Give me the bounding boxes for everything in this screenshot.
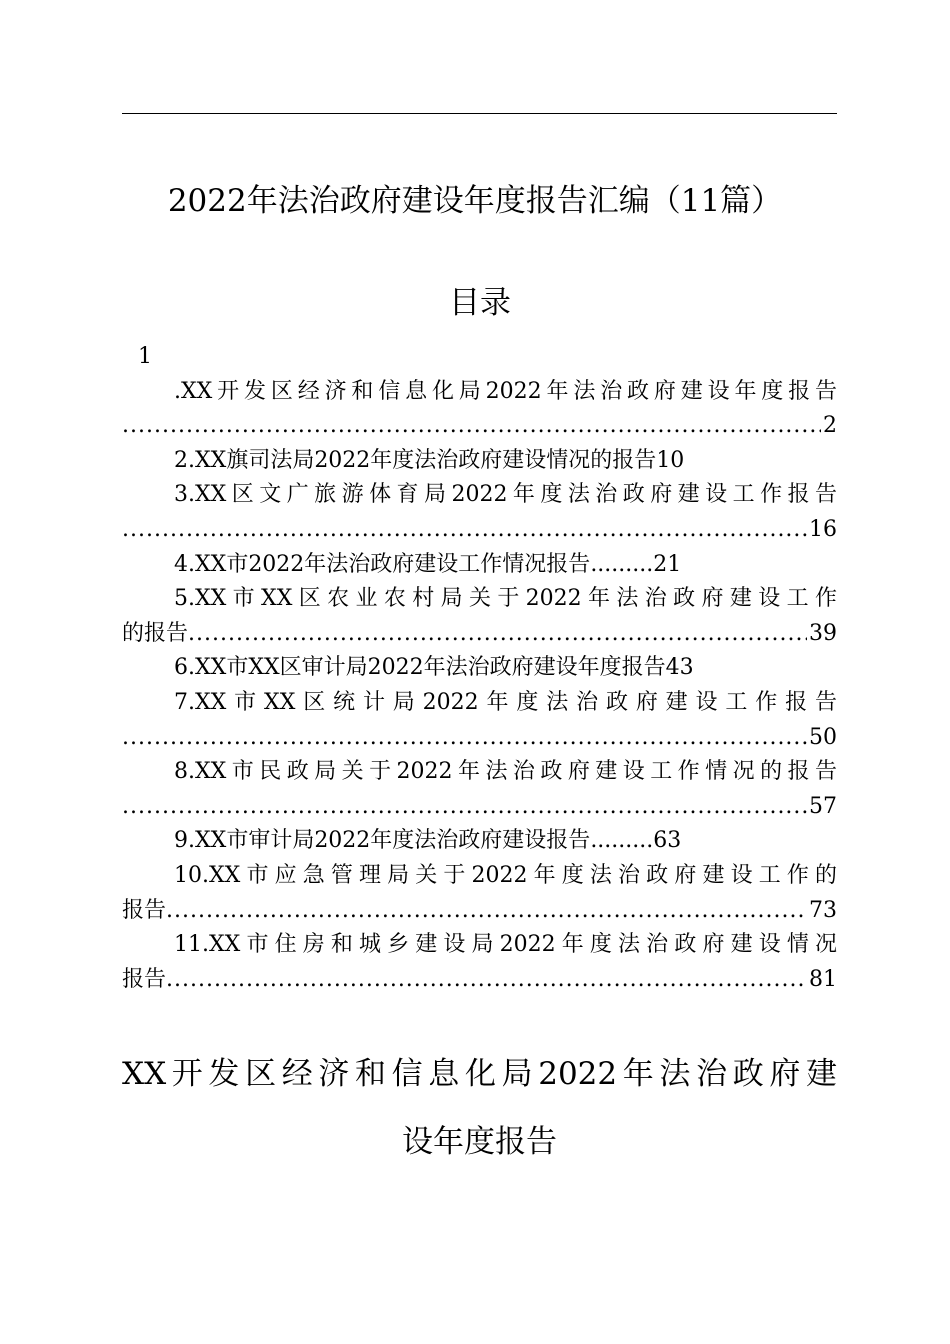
toc-entry-line: 7.XX市XX区统计局2022年度法治政府建设工作报告 [174, 689, 837, 715]
toc-page-number: 16 [809, 516, 837, 542]
toc-entry-line: .XX开发区经济和信息化局2022年法治政府建设年度报告 [174, 378, 837, 404]
toc-entry-line [122, 340, 837, 375]
section-title [122, 1040, 837, 1176]
toc-entry-line [122, 894, 837, 929]
toc-entry-number: 1 [138, 344, 152, 369]
toc-page-number: 50 [809, 724, 837, 750]
toc-entry-text: 报告 [122, 966, 167, 992]
toc-entry-text: 9.XX市审计局2022年度法治政府建设报告 [174, 828, 591, 854]
toc-page-number: 57 [809, 793, 837, 819]
toc-entry-line [122, 617, 837, 652]
toc-entry-text: 6.XX市XX区审计局2022年法治政府建设年度报告 [174, 655, 666, 681]
toc-entry-line: 10.XX市应急管理局关于2022年度法治政府建设工作的 [174, 862, 837, 888]
toc-entry-text: 2.XX旗司法局2022年度法治政府建设情况的报告 [174, 447, 657, 473]
toc-entry-line [122, 651, 837, 686]
toc-entry-line: 5.XX市XX区农业农村局关于2022年法治政府建设工作 [174, 586, 837, 612]
toc-page-number: 2 [823, 413, 837, 439]
toc-entry-text: 的报告 [122, 620, 189, 646]
header-rule [122, 113, 837, 114]
toc-leader-dots [188, 617, 807, 652]
toc-entry-line [122, 548, 837, 583]
toc-leader-dots [166, 894, 807, 929]
toc-leader-dots [122, 513, 807, 548]
toc-heading: 目录 [449, 285, 511, 321]
toc-entry-line [122, 721, 837, 756]
toc-entry-line: 8.XX市民政局关于2022年法治政府建设工作情况的报告 [174, 759, 837, 785]
toc-leader-dots [122, 409, 821, 444]
section-title-line-2: 设年度报告 [402, 1124, 557, 1160]
toc-page-number: 73 [809, 897, 837, 923]
toc-page-number: 21 [653, 551, 682, 577]
toc-page-number: 63 [653, 828, 682, 854]
toc-entry-line [122, 963, 837, 998]
section-title-line-1: XX开发区经济和信息化局2022年法治政府建 [122, 1056, 837, 1092]
toc-leader-dots [122, 721, 807, 756]
toc-entry-line [122, 513, 837, 548]
toc-leader-dots: ......... [590, 551, 654, 577]
toc-page-number: 81 [809, 966, 837, 992]
toc-page-number: 39 [809, 620, 837, 646]
toc-entry-line [122, 444, 837, 479]
document-title: 2022年法治政府建设年度报告汇编（11篇） [167, 183, 783, 219]
toc-entry-line: 11.XX市住房和城乡建设局2022年度法治政府建设情况 [174, 932, 837, 958]
toc-page-number: 43 [665, 655, 694, 681]
toc-entry-text: 4.XX市2022年法治政府建设工作情况报告 [174, 551, 591, 577]
toc-leader-dots [166, 963, 807, 998]
toc-page-number: 10 [656, 447, 685, 473]
toc-entry-line [122, 824, 837, 859]
toc-entry-line: 3.XX区文广旅游体育局2022年度法治政府建设工作报告 [174, 482, 837, 508]
toc-leader-dots [122, 790, 807, 825]
toc-entry-line [122, 790, 837, 825]
toc-leader-dots: ......... [590, 828, 654, 854]
toc-entry-line [122, 409, 837, 444]
table-of-contents [122, 340, 837, 997]
toc-entry-text: 报告 [122, 897, 167, 923]
